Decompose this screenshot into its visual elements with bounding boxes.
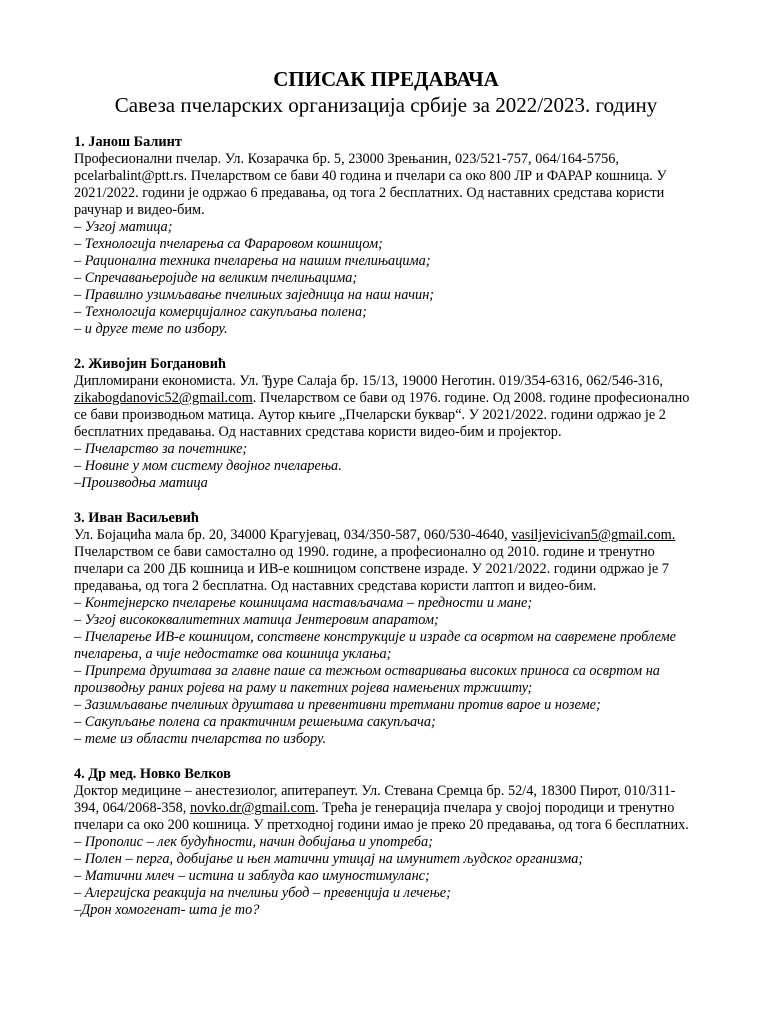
topic-item: – Рационална техника пчеларења на нашим пчелињацима; [74, 253, 431, 269]
topic-item: – теме из области пчеларства по избору. [74, 731, 327, 747]
lecturer-name: 4. Др мед. Новко Велков [74, 766, 231, 782]
topic-item: – Технологија комерцијалног сакупљања полена; [74, 304, 367, 320]
topic-list [74, 595, 698, 748]
topic-item: – Припрема друштава за главне паше са тежњом остваривања високих приноса са освртом на производњу раних ројева на раму и пакетних ројева намењених тржишту; [74, 663, 660, 696]
topic-item: – Алергијска реакција на пчелињи убод – превенција и лечење; [74, 885, 451, 901]
document-title: СПИСАК ПРЕДАВАЧА [273, 67, 499, 91]
bio-text: Професионални пчелар. Ул. Козарачка бр. 5, 23000 Зрењанин, 023/521-757, 064/164-5756, pcelarbalint@ptt.rs. Пчеларством се бави 40 година и пчелари са око 800 ЛР и ФАРАР кошница. У 2021/2022. години је одржао 6 предавања, од тога 2 бесплатних. Од наставних средстава користи рачунар и видео-бим. [74, 151, 667, 218]
topic-item: – Узгој висококвалитетних матица Јентеровим апаратом; [74, 612, 439, 628]
email-link[interactable]: zikabogdanovic52@gmail.com [74, 390, 253, 406]
topic-item: – Прополис – лек будућности, начин добијања и употреба; [74, 834, 433, 850]
bio-text: Доктор медицине – анестезиолог, апитерапеут. Ул. Стевана Сремца бр. 52/4, 18300 Пирот, 010/311-394, 064/2068-358, [74, 783, 676, 816]
topic-item: – Контејнерско пчеларење кошницама настављачама – предности и мане; [74, 595, 533, 611]
bio-text: Ул. Бојацића мала бр. 20, 34000 Крагујевац, 034/350-587, 060/530-4640, [74, 527, 512, 543]
topic-item: – Пчеларство за почетнике; [74, 441, 248, 457]
lecturer-entry-1 [74, 134, 698, 338]
topic-item: – Сакупљање полена са практичним решењима сакупљача; [74, 714, 436, 730]
email-link[interactable]: novko.dr@gmail.com [189, 800, 316, 816]
bio-text-continued: . Пчеларством се бави од 1976. године. Од 2008. године професионално се бави производњом матица. Аутор књиге „Пчеларски буквар“. У 2021/2022. години одржао је 2 бесплатних предавања. Од наставних средстава користи видео-бим и пројектор. [74, 390, 690, 440]
email-link[interactable]: vasiljevicivan5@gmail.com. [511, 527, 676, 543]
lecturer-bio [74, 527, 698, 595]
topic-item: – Спречавањеројиде на великим пчелињацима; [74, 270, 358, 286]
lecturer-entry-3 [74, 510, 698, 748]
topic-item: – Пчеларење ИВ-е кошницом, сопствене конструкције и израде са освртом на савремене проблеме пчеларења, а чије недостатке ова кошница уклања; [74, 629, 676, 662]
lecturer-bio [74, 783, 698, 834]
topic-list [74, 834, 698, 919]
topic-item: – Технологија пчеларења са Фараровом кошницом; [74, 236, 383, 252]
topic-list [74, 219, 698, 338]
topic-item: –Дрон хомогенат- шта је то? [74, 902, 260, 918]
topic-item: – Зазимљавање пчелињих друштава и превентивни третмани против вароe и ноземе; [74, 697, 601, 713]
lecturer-entry-2 [74, 356, 698, 492]
topic-item: – Полен – перга, добијање и њен матични утицај на имунитет људског организма; [74, 851, 584, 867]
topic-item: – и друге теме по избору. [74, 321, 228, 337]
bio-text-continued: . Трећа је генерација пчелара у својој породици и тренутно пчелари са око 200 кошница. У претходној години имао је преко 20 предавања, од тога 6 бесплатних. [74, 800, 689, 833]
lecturer-name: 3. Иван Васиљевић [74, 510, 199, 526]
lecturer-bio [74, 151, 698, 219]
bio-text: Дипломирани економиста. Ул. Ђуре Салаја бр. 15/13, 19000 Неготин. 019/354-6316, 062/546-316, [74, 373, 663, 389]
topic-item: – Узгој матица; [74, 219, 173, 235]
lecturer-entry-4 [74, 766, 698, 919]
lecturer-bio [74, 373, 698, 441]
document-subtitle: Савеза пчеларских организација србије за 2022/2023. годину [114, 93, 658, 117]
topic-item: – Новине у мом систему двојног пчеларења. [74, 458, 342, 474]
topic-item: –Производња матица [74, 475, 208, 491]
topic-item: – Матични млеч – истина и заблуда као имуностимуланс; [74, 868, 430, 884]
topic-list [74, 441, 698, 492]
topic-item: – Правилно узимљавање пчелињих заједница на наш начин; [74, 287, 435, 303]
lecturer-name: 1. Јанош Балинт [74, 134, 182, 150]
lecturer-name: 2. Живојин Богдановић [74, 356, 226, 372]
bio-text-continued: Пчеларством се бави самостално од 1990. године, а професионално од 2010. године и тренутно пчелари са 200 ДБ кошница и ИВ-е кошницом сопствене израде. У 2021/2022. години одржао је 7 предавања, од тога 2 бесплатна. Од наставних средстава користи лаптоп и видео-бим. [74, 544, 669, 594]
